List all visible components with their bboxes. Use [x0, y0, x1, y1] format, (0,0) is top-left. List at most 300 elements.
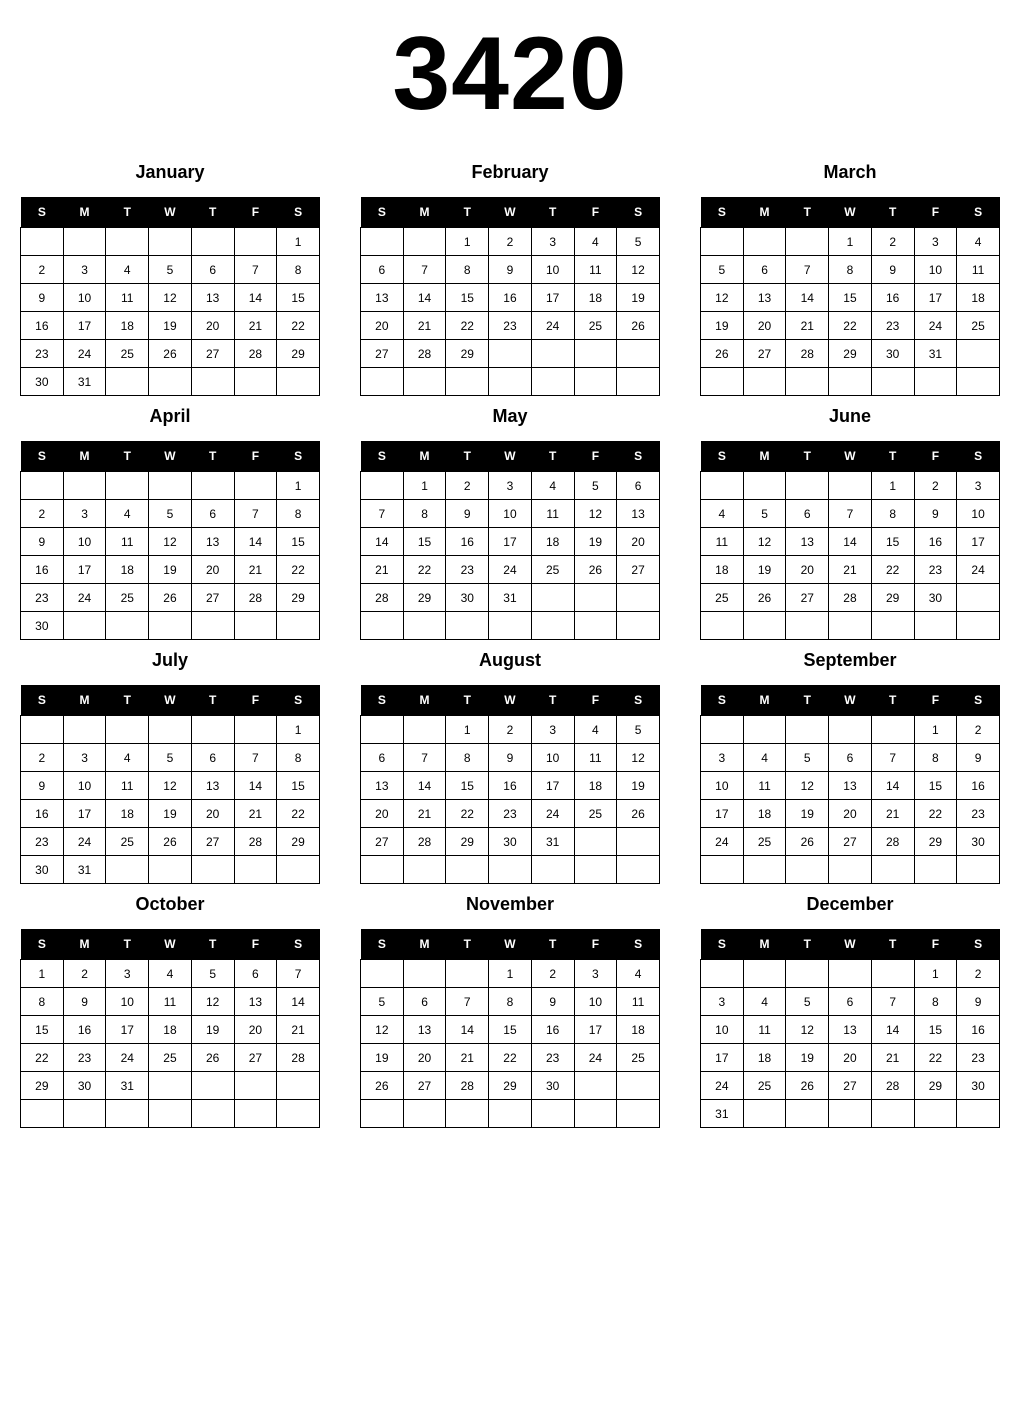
- day-cell[interactable]: 9: [871, 256, 914, 284]
- day-cell[interactable]: 24: [701, 1072, 744, 1100]
- day-cell[interactable]: 6: [191, 256, 234, 284]
- day-cell[interactable]: 13: [743, 284, 786, 312]
- day-cell[interactable]: 27: [403, 1072, 446, 1100]
- day-cell[interactable]: 7: [277, 960, 320, 988]
- day-cell[interactable]: 2: [489, 228, 532, 256]
- day-cell[interactable]: 10: [531, 256, 574, 284]
- day-cell[interactable]: 7: [234, 744, 277, 772]
- day-cell[interactable]: 16: [871, 284, 914, 312]
- day-cell[interactable]: 7: [871, 988, 914, 1016]
- day-cell[interactable]: 18: [574, 284, 617, 312]
- day-cell[interactable]: 17: [957, 528, 1000, 556]
- day-cell[interactable]: 26: [617, 800, 660, 828]
- day-cell[interactable]: 30: [21, 368, 64, 396]
- day-cell[interactable]: 29: [21, 1072, 64, 1100]
- day-cell[interactable]: 19: [617, 772, 660, 800]
- day-cell[interactable]: 19: [786, 800, 829, 828]
- day-cell[interactable]: 13: [829, 772, 872, 800]
- day-cell[interactable]: 10: [489, 500, 532, 528]
- day-cell[interactable]: 24: [574, 1044, 617, 1072]
- day-cell[interactable]: 4: [149, 960, 192, 988]
- day-cell[interactable]: 14: [786, 284, 829, 312]
- day-cell[interactable]: 2: [957, 716, 1000, 744]
- day-cell[interactable]: 11: [531, 500, 574, 528]
- day-cell[interactable]: 25: [617, 1044, 660, 1072]
- day-cell[interactable]: 25: [743, 1072, 786, 1100]
- day-cell[interactable]: 1: [277, 472, 320, 500]
- day-cell[interactable]: 1: [446, 228, 489, 256]
- day-cell[interactable]: 25: [743, 828, 786, 856]
- day-cell[interactable]: 1: [277, 228, 320, 256]
- day-cell[interactable]: 18: [149, 1016, 192, 1044]
- day-cell[interactable]: 9: [63, 988, 106, 1016]
- day-cell[interactable]: 4: [574, 716, 617, 744]
- day-cell[interactable]: 19: [786, 1044, 829, 1072]
- day-cell[interactable]: 13: [829, 1016, 872, 1044]
- day-cell[interactable]: 12: [191, 988, 234, 1016]
- day-cell[interactable]: 23: [957, 1044, 1000, 1072]
- day-cell[interactable]: 4: [106, 256, 149, 284]
- day-cell[interactable]: 24: [531, 800, 574, 828]
- day-cell[interactable]: 10: [701, 772, 744, 800]
- day-cell[interactable]: 15: [489, 1016, 532, 1044]
- day-cell[interactable]: 21: [786, 312, 829, 340]
- day-cell[interactable]: 24: [531, 312, 574, 340]
- day-cell[interactable]: 23: [531, 1044, 574, 1072]
- day-cell[interactable]: 20: [191, 800, 234, 828]
- day-cell[interactable]: 17: [531, 284, 574, 312]
- day-cell[interactable]: 23: [21, 340, 64, 368]
- day-cell[interactable]: 25: [957, 312, 1000, 340]
- day-cell[interactable]: 26: [786, 1072, 829, 1100]
- day-cell[interactable]: 19: [361, 1044, 404, 1072]
- day-cell[interactable]: 26: [574, 556, 617, 584]
- day-cell[interactable]: 22: [914, 800, 957, 828]
- day-cell[interactable]: 15: [21, 1016, 64, 1044]
- day-cell[interactable]: 21: [403, 312, 446, 340]
- day-cell[interactable]: 14: [234, 528, 277, 556]
- day-cell[interactable]: 29: [829, 340, 872, 368]
- day-cell[interactable]: 11: [106, 284, 149, 312]
- day-cell[interactable]: 7: [829, 500, 872, 528]
- day-cell[interactable]: 5: [574, 472, 617, 500]
- day-cell[interactable]: 16: [957, 772, 1000, 800]
- day-cell[interactable]: 17: [63, 556, 106, 584]
- day-cell[interactable]: 20: [191, 556, 234, 584]
- day-cell[interactable]: 12: [786, 1016, 829, 1044]
- day-cell[interactable]: 29: [871, 584, 914, 612]
- day-cell[interactable]: 10: [63, 528, 106, 556]
- day-cell[interactable]: 14: [446, 1016, 489, 1044]
- day-cell[interactable]: 9: [957, 744, 1000, 772]
- day-cell[interactable]: 23: [63, 1044, 106, 1072]
- day-cell[interactable]: 28: [234, 340, 277, 368]
- day-cell[interactable]: 28: [871, 828, 914, 856]
- day-cell[interactable]: 12: [574, 500, 617, 528]
- day-cell[interactable]: 1: [829, 228, 872, 256]
- day-cell[interactable]: 2: [446, 472, 489, 500]
- day-cell[interactable]: 4: [531, 472, 574, 500]
- day-cell[interactable]: 11: [574, 256, 617, 284]
- day-cell[interactable]: 21: [403, 800, 446, 828]
- day-cell[interactable]: 18: [106, 556, 149, 584]
- day-cell[interactable]: 10: [106, 988, 149, 1016]
- day-cell[interactable]: 30: [871, 340, 914, 368]
- day-cell[interactable]: 25: [106, 584, 149, 612]
- day-cell[interactable]: 21: [871, 1044, 914, 1072]
- day-cell[interactable]: 6: [829, 988, 872, 1016]
- day-cell[interactable]: 4: [957, 228, 1000, 256]
- day-cell[interactable]: 28: [234, 828, 277, 856]
- day-cell[interactable]: 17: [63, 800, 106, 828]
- day-cell[interactable]: 16: [914, 528, 957, 556]
- day-cell[interactable]: 24: [701, 828, 744, 856]
- day-cell[interactable]: 1: [871, 472, 914, 500]
- day-cell[interactable]: 21: [829, 556, 872, 584]
- day-cell[interactable]: 25: [149, 1044, 192, 1072]
- day-cell[interactable]: 23: [489, 800, 532, 828]
- day-cell[interactable]: 28: [403, 340, 446, 368]
- day-cell[interactable]: 17: [914, 284, 957, 312]
- day-cell[interactable]: 29: [446, 828, 489, 856]
- day-cell[interactable]: 17: [574, 1016, 617, 1044]
- day-cell[interactable]: 16: [63, 1016, 106, 1044]
- day-cell[interactable]: 21: [361, 556, 404, 584]
- day-cell[interactable]: 19: [149, 556, 192, 584]
- day-cell[interactable]: 8: [446, 256, 489, 284]
- day-cell[interactable]: 16: [489, 284, 532, 312]
- day-cell[interactable]: 27: [617, 556, 660, 584]
- day-cell[interactable]: 28: [403, 828, 446, 856]
- day-cell[interactable]: 24: [63, 340, 106, 368]
- day-cell[interactable]: 31: [531, 828, 574, 856]
- day-cell[interactable]: 13: [786, 528, 829, 556]
- day-cell[interactable]: 21: [871, 800, 914, 828]
- day-cell[interactable]: 23: [446, 556, 489, 584]
- day-cell[interactable]: 21: [446, 1044, 489, 1072]
- day-cell[interactable]: 27: [361, 340, 404, 368]
- day-cell[interactable]: 16: [957, 1016, 1000, 1044]
- day-cell[interactable]: 29: [277, 584, 320, 612]
- day-cell[interactable]: 8: [277, 256, 320, 284]
- day-cell[interactable]: 24: [957, 556, 1000, 584]
- day-cell[interactable]: 31: [489, 584, 532, 612]
- day-cell[interactable]: 11: [617, 988, 660, 1016]
- day-cell[interactable]: 22: [446, 312, 489, 340]
- day-cell[interactable]: 2: [21, 500, 64, 528]
- day-cell[interactable]: 18: [743, 1044, 786, 1072]
- day-cell[interactable]: 6: [829, 744, 872, 772]
- day-cell[interactable]: 23: [21, 584, 64, 612]
- day-cell[interactable]: 17: [701, 800, 744, 828]
- day-cell[interactable]: 17: [701, 1044, 744, 1072]
- day-cell[interactable]: 14: [277, 988, 320, 1016]
- day-cell[interactable]: 17: [63, 312, 106, 340]
- day-cell[interactable]: 16: [21, 556, 64, 584]
- day-cell[interactable]: 3: [701, 988, 744, 1016]
- day-cell[interactable]: 25: [106, 828, 149, 856]
- day-cell[interactable]: 1: [403, 472, 446, 500]
- day-cell[interactable]: 10: [531, 744, 574, 772]
- day-cell[interactable]: 10: [63, 772, 106, 800]
- day-cell[interactable]: 28: [871, 1072, 914, 1100]
- day-cell[interactable]: 18: [701, 556, 744, 584]
- day-cell[interactable]: 10: [957, 500, 1000, 528]
- day-cell[interactable]: 15: [277, 284, 320, 312]
- day-cell[interactable]: 11: [149, 988, 192, 1016]
- day-cell[interactable]: 19: [743, 556, 786, 584]
- day-cell[interactable]: 22: [403, 556, 446, 584]
- day-cell[interactable]: 7: [234, 500, 277, 528]
- day-cell[interactable]: 24: [63, 828, 106, 856]
- day-cell[interactable]: 1: [277, 716, 320, 744]
- day-cell[interactable]: 26: [361, 1072, 404, 1100]
- day-cell[interactable]: 7: [786, 256, 829, 284]
- day-cell[interactable]: 8: [403, 500, 446, 528]
- day-cell[interactable]: 21: [277, 1016, 320, 1044]
- day-cell[interactable]: 2: [21, 256, 64, 284]
- day-cell[interactable]: 9: [914, 500, 957, 528]
- day-cell[interactable]: 16: [21, 800, 64, 828]
- day-cell[interactable]: 13: [361, 772, 404, 800]
- day-cell[interactable]: 1: [914, 716, 957, 744]
- day-cell[interactable]: 28: [234, 584, 277, 612]
- day-cell[interactable]: 15: [871, 528, 914, 556]
- day-cell[interactable]: 3: [574, 960, 617, 988]
- day-cell[interactable]: 15: [446, 772, 489, 800]
- day-cell[interactable]: 24: [63, 584, 106, 612]
- day-cell[interactable]: 1: [914, 960, 957, 988]
- day-cell[interactable]: 5: [149, 744, 192, 772]
- day-cell[interactable]: 14: [361, 528, 404, 556]
- day-cell[interactable]: 20: [234, 1016, 277, 1044]
- day-cell[interactable]: 26: [191, 1044, 234, 1072]
- day-cell[interactable]: 26: [786, 828, 829, 856]
- day-cell[interactable]: 26: [149, 828, 192, 856]
- day-cell[interactable]: 18: [617, 1016, 660, 1044]
- day-cell[interactable]: 4: [743, 988, 786, 1016]
- day-cell[interactable]: 23: [489, 312, 532, 340]
- day-cell[interactable]: 7: [234, 256, 277, 284]
- day-cell[interactable]: 11: [743, 772, 786, 800]
- day-cell[interactable]: 20: [361, 312, 404, 340]
- day-cell[interactable]: 6: [191, 500, 234, 528]
- day-cell[interactable]: 22: [277, 800, 320, 828]
- day-cell[interactable]: 12: [617, 256, 660, 284]
- day-cell[interactable]: 13: [403, 1016, 446, 1044]
- day-cell[interactable]: 27: [191, 340, 234, 368]
- day-cell[interactable]: 11: [957, 256, 1000, 284]
- day-cell[interactable]: 3: [531, 228, 574, 256]
- day-cell[interactable]: 5: [617, 716, 660, 744]
- day-cell[interactable]: 20: [743, 312, 786, 340]
- day-cell[interactable]: 27: [234, 1044, 277, 1072]
- day-cell[interactable]: 4: [106, 500, 149, 528]
- day-cell[interactable]: 8: [914, 744, 957, 772]
- day-cell[interactable]: 28: [786, 340, 829, 368]
- day-cell[interactable]: 20: [361, 800, 404, 828]
- day-cell[interactable]: 23: [871, 312, 914, 340]
- day-cell[interactable]: 1: [446, 716, 489, 744]
- day-cell[interactable]: 5: [149, 256, 192, 284]
- day-cell[interactable]: 22: [829, 312, 872, 340]
- day-cell[interactable]: 30: [489, 828, 532, 856]
- day-cell[interactable]: 20: [191, 312, 234, 340]
- day-cell[interactable]: 6: [743, 256, 786, 284]
- day-cell[interactable]: 6: [403, 988, 446, 1016]
- day-cell[interactable]: 26: [149, 340, 192, 368]
- day-cell[interactable]: 28: [829, 584, 872, 612]
- day-cell[interactable]: 1: [489, 960, 532, 988]
- day-cell[interactable]: 6: [361, 256, 404, 284]
- day-cell[interactable]: 20: [786, 556, 829, 584]
- day-cell[interactable]: 6: [234, 960, 277, 988]
- day-cell[interactable]: 11: [743, 1016, 786, 1044]
- day-cell[interactable]: 18: [106, 800, 149, 828]
- day-cell[interactable]: 30: [957, 828, 1000, 856]
- day-cell[interactable]: 12: [701, 284, 744, 312]
- day-cell[interactable]: 15: [277, 528, 320, 556]
- day-cell[interactable]: 4: [106, 744, 149, 772]
- day-cell[interactable]: 29: [403, 584, 446, 612]
- day-cell[interactable]: 16: [21, 312, 64, 340]
- day-cell[interactable]: 20: [829, 1044, 872, 1072]
- day-cell[interactable]: 21: [234, 312, 277, 340]
- day-cell[interactable]: 17: [489, 528, 532, 556]
- day-cell[interactable]: 9: [21, 772, 64, 800]
- day-cell[interactable]: 13: [191, 284, 234, 312]
- day-cell[interactable]: 25: [574, 312, 617, 340]
- day-cell[interactable]: 5: [617, 228, 660, 256]
- day-cell[interactable]: 7: [361, 500, 404, 528]
- day-cell[interactable]: 9: [446, 500, 489, 528]
- day-cell[interactable]: 6: [617, 472, 660, 500]
- day-cell[interactable]: 20: [617, 528, 660, 556]
- day-cell[interactable]: 30: [63, 1072, 106, 1100]
- day-cell[interactable]: 12: [149, 772, 192, 800]
- day-cell[interactable]: 19: [574, 528, 617, 556]
- day-cell[interactable]: 4: [701, 500, 744, 528]
- day-cell[interactable]: 24: [914, 312, 957, 340]
- day-cell[interactable]: 15: [403, 528, 446, 556]
- day-cell[interactable]: 27: [191, 584, 234, 612]
- day-cell[interactable]: 14: [829, 528, 872, 556]
- day-cell[interactable]: 3: [63, 744, 106, 772]
- day-cell[interactable]: 29: [446, 340, 489, 368]
- day-cell[interactable]: 15: [914, 1016, 957, 1044]
- day-cell[interactable]: 12: [743, 528, 786, 556]
- day-cell[interactable]: 27: [829, 828, 872, 856]
- day-cell[interactable]: 17: [106, 1016, 149, 1044]
- day-cell[interactable]: 26: [149, 584, 192, 612]
- day-cell[interactable]: 3: [63, 256, 106, 284]
- day-cell[interactable]: 22: [446, 800, 489, 828]
- day-cell[interactable]: 31: [106, 1072, 149, 1100]
- day-cell[interactable]: 11: [106, 528, 149, 556]
- day-cell[interactable]: 19: [701, 312, 744, 340]
- day-cell[interactable]: 9: [21, 284, 64, 312]
- day-cell[interactable]: 30: [21, 856, 64, 884]
- day-cell[interactable]: 13: [191, 528, 234, 556]
- day-cell[interactable]: 24: [106, 1044, 149, 1072]
- day-cell[interactable]: 4: [743, 744, 786, 772]
- day-cell[interactable]: 15: [446, 284, 489, 312]
- day-cell[interactable]: 15: [829, 284, 872, 312]
- day-cell[interactable]: 2: [21, 744, 64, 772]
- day-cell[interactable]: 7: [871, 744, 914, 772]
- day-cell[interactable]: 8: [914, 988, 957, 1016]
- day-cell[interactable]: 27: [786, 584, 829, 612]
- day-cell[interactable]: 9: [489, 744, 532, 772]
- day-cell[interactable]: 18: [106, 312, 149, 340]
- day-cell[interactable]: 13: [361, 284, 404, 312]
- day-cell[interactable]: 6: [361, 744, 404, 772]
- day-cell[interactable]: 19: [617, 284, 660, 312]
- day-cell[interactable]: 13: [191, 772, 234, 800]
- day-cell[interactable]: 31: [914, 340, 957, 368]
- day-cell[interactable]: 11: [106, 772, 149, 800]
- day-cell[interactable]: 27: [361, 828, 404, 856]
- day-cell[interactable]: 16: [446, 528, 489, 556]
- day-cell[interactable]: 11: [574, 744, 617, 772]
- day-cell[interactable]: 27: [743, 340, 786, 368]
- day-cell[interactable]: 29: [914, 828, 957, 856]
- day-cell[interactable]: 18: [531, 528, 574, 556]
- day-cell[interactable]: 26: [617, 312, 660, 340]
- day-cell[interactable]: 23: [957, 800, 1000, 828]
- day-cell[interactable]: 8: [446, 744, 489, 772]
- day-cell[interactable]: 22: [277, 556, 320, 584]
- day-cell[interactable]: 9: [531, 988, 574, 1016]
- day-cell[interactable]: 2: [63, 960, 106, 988]
- day-cell[interactable]: 8: [829, 256, 872, 284]
- day-cell[interactable]: 7: [446, 988, 489, 1016]
- day-cell[interactable]: 29: [277, 828, 320, 856]
- day-cell[interactable]: 26: [743, 584, 786, 612]
- day-cell[interactable]: 5: [743, 500, 786, 528]
- day-cell[interactable]: 5: [786, 988, 829, 1016]
- day-cell[interactable]: 7: [403, 744, 446, 772]
- day-cell[interactable]: 3: [957, 472, 1000, 500]
- day-cell[interactable]: 11: [701, 528, 744, 556]
- day-cell[interactable]: 27: [191, 828, 234, 856]
- day-cell[interactable]: 27: [829, 1072, 872, 1100]
- day-cell[interactable]: 30: [21, 612, 64, 640]
- day-cell[interactable]: 10: [701, 1016, 744, 1044]
- day-cell[interactable]: 22: [277, 312, 320, 340]
- day-cell[interactable]: 25: [701, 584, 744, 612]
- day-cell[interactable]: 8: [871, 500, 914, 528]
- day-cell[interactable]: 15: [277, 772, 320, 800]
- day-cell[interactable]: 24: [489, 556, 532, 584]
- day-cell[interactable]: 2: [871, 228, 914, 256]
- day-cell[interactable]: 22: [871, 556, 914, 584]
- day-cell[interactable]: 13: [234, 988, 277, 1016]
- day-cell[interactable]: 5: [701, 256, 744, 284]
- day-cell[interactable]: 14: [403, 772, 446, 800]
- day-cell[interactable]: 28: [361, 584, 404, 612]
- day-cell[interactable]: 8: [277, 500, 320, 528]
- day-cell[interactable]: 14: [871, 772, 914, 800]
- day-cell[interactable]: 25: [574, 800, 617, 828]
- day-cell[interactable]: 14: [234, 284, 277, 312]
- day-cell[interactable]: 10: [63, 284, 106, 312]
- day-cell[interactable]: 29: [914, 1072, 957, 1100]
- day-cell[interactable]: 18: [743, 800, 786, 828]
- day-cell[interactable]: 3: [531, 716, 574, 744]
- day-cell[interactable]: 3: [489, 472, 532, 500]
- day-cell[interactable]: 22: [914, 1044, 957, 1072]
